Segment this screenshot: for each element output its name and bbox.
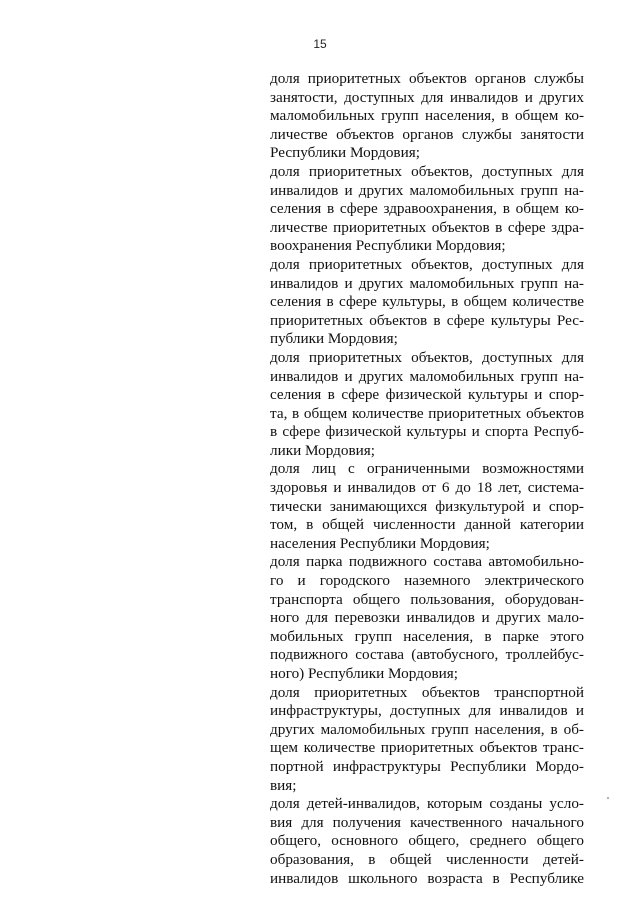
text-line: лики Мордовия; xyxy=(270,441,375,459)
text-line: селения в сфере здравоохранения, в общем ко- xyxy=(270,200,584,218)
text-line: транспорта общего пользования, оборудован- xyxy=(270,590,584,608)
text-line: доля приоритетных объектов, доступных для xyxy=(270,348,584,366)
text-line: ного для перевозки инвалидов и других мало- xyxy=(270,609,584,627)
text-line: го и городского наземного электрического xyxy=(270,572,584,590)
text-line: доля детей-инвалидов, которым созданы усло- xyxy=(270,795,584,813)
text-line: инвалидов школьного возраста в Республике xyxy=(270,869,584,887)
text-line: вия; xyxy=(270,776,297,794)
text-line: доля приоритетных объектов транспортной xyxy=(270,683,584,701)
text-line: тически занимающихся физкультурой и спор- xyxy=(270,497,584,515)
text-line: том, в общей численности данной категории xyxy=(270,516,584,534)
text-line: воохранения Республики Мордовия; xyxy=(270,237,506,255)
text-line: доля лиц с ограниченными возможностями xyxy=(270,460,584,478)
text-line: публики Мордовия; xyxy=(270,330,398,348)
text-line: маломобильных групп населения, в общем ко- xyxy=(270,107,584,125)
text-line: подвижного состава (автобусного, троллейбус- xyxy=(270,646,584,664)
text-line: селения в сфере культуры, в общем количестве xyxy=(270,293,584,311)
text-line: личестве приоритетных объектов в сфере здра- xyxy=(270,218,584,236)
text-line: мобильных групп населения, в парке этого xyxy=(270,627,584,645)
scan-speck xyxy=(607,797,609,799)
page-number: 15 xyxy=(313,37,327,51)
text-line: та, в общем количестве приоритетных объектов xyxy=(270,404,584,422)
text-line: общего, основного общего, среднего общего xyxy=(270,832,584,850)
text-line: селения в сфере физической культуры и спор- xyxy=(270,386,584,404)
text-line: доля приоритетных объектов органов службы xyxy=(270,70,584,87)
document-body-text xyxy=(270,70,584,888)
text-line: доля приоритетных объектов, доступных для xyxy=(270,162,584,180)
text-line: здоровья и инвалидов от 6 до 18 лет, система- xyxy=(270,479,584,497)
text-line: в сфере физической культуры и спорта Респуб- xyxy=(270,423,584,441)
text-line: инвалидов и других маломобильных групп на- xyxy=(270,274,584,292)
text-line: инфраструктуры, доступных для инвалидов и xyxy=(270,702,584,720)
text-line: инвалидов и других маломобильных групп на- xyxy=(270,181,584,199)
text-line: Республики Мордовия; xyxy=(270,144,420,162)
text-line: ного) Республики Мордовия; xyxy=(270,665,458,682)
text-line: портной инфраструктуры Республики Мордо- xyxy=(270,757,584,775)
text-line: других маломобильных групп населения, в об- xyxy=(270,720,584,738)
text-line: щем количестве приоритетных объектов транс- xyxy=(270,739,584,757)
text-line: образования, в общей численности детей- xyxy=(270,850,584,868)
text-line: приоритетных объектов в сфере культуры Рес- xyxy=(270,311,584,329)
text-line: инвалидов и других маломобильных групп на- xyxy=(270,367,584,385)
text-line: занятости, доступных для инвалидов и других xyxy=(270,88,584,106)
text-line: личестве объектов органов службы занятости xyxy=(270,125,584,143)
text-line: вия для получения качественного начального xyxy=(270,813,584,831)
text-line: населения Республики Мордовия; xyxy=(270,534,490,552)
text-line: доля парка подвижного состава автомобильно- xyxy=(270,553,584,571)
text-line: доля приоритетных объектов, доступных для xyxy=(270,255,584,273)
